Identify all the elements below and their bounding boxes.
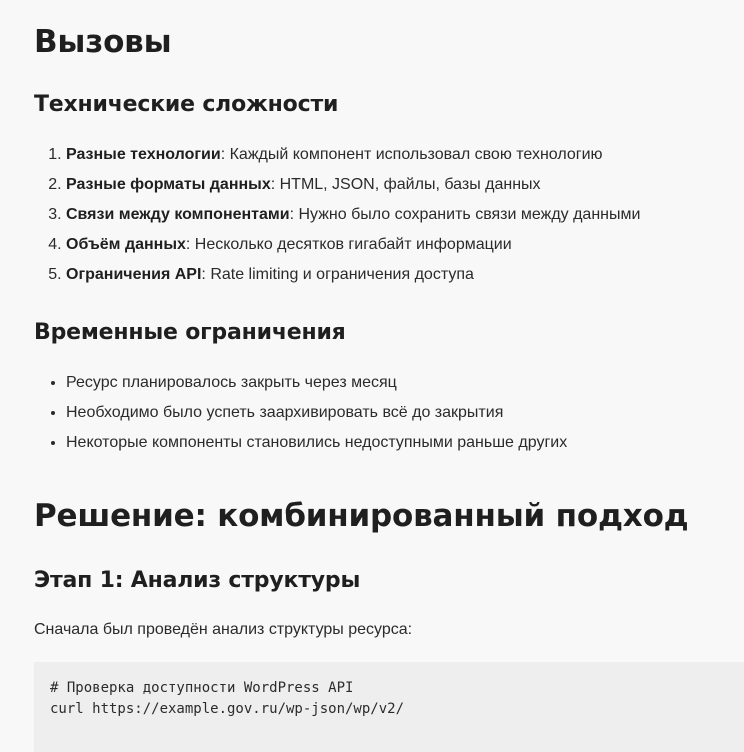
list-item-bold: Ограничения API (66, 266, 202, 283)
list-item-text: : Несколько десятков гигабайт информации (185, 236, 512, 253)
list-item-bold: Разные форматы данных (66, 176, 271, 193)
list-item-text: : Нужно было сохранить связи между данными (289, 206, 641, 223)
heading-technical-difficulties: Технические сложности (34, 92, 339, 117)
list-item (66, 170, 640, 200)
heading-stage-1: Этап 1: Анализ структуры (34, 568, 361, 593)
technical-difficulties-list (34, 140, 640, 290)
list-item (66, 230, 640, 260)
heading-solution: Решение: комбинированный подход (34, 498, 689, 534)
list-item: • Ресурс планировалось закрыть через месяц (66, 368, 567, 398)
code-command-line: curl https://example.gov.ru/wp-json/wp/v2/ (50, 701, 405, 717)
list-item-text: : Каждый компонент использовал свою технологию (220, 146, 603, 163)
list-item (66, 140, 640, 170)
list-item-text: : HTML, JSON, файлы, базы данных (270, 176, 541, 193)
list-item (66, 200, 640, 230)
time-constraints-list (34, 368, 567, 458)
list-item-text: : Rate limiting и ограничения доступа (201, 266, 474, 283)
list-item: • Необходимо было успеть заархивировать всё до закрытия (66, 398, 567, 428)
code-block (34, 662, 744, 752)
list-item-bold: Разные технологии (66, 146, 221, 163)
heading-challenges: Вызовы (34, 24, 172, 60)
heading-time-constraints: Временные ограничения (34, 320, 346, 345)
time-constraints-list-wrapper (34, 368, 567, 458)
list-item-bold: Объём данных (66, 236, 186, 253)
list-item-bold: Связи между компонентами (66, 206, 290, 223)
stage-1-paragraph: Сначала был проведён анализ структуры ресурса: (34, 621, 413, 638)
technical-difficulties-list-wrapper (34, 140, 640, 290)
list-item (66, 260, 640, 290)
stage-1-paragraph-wrapper (34, 618, 412, 642)
code-comment-line: # Проверка доступности WordPress API (50, 680, 354, 696)
list-item: • Некоторые компоненты становились недоступными раньше других (66, 428, 567, 458)
